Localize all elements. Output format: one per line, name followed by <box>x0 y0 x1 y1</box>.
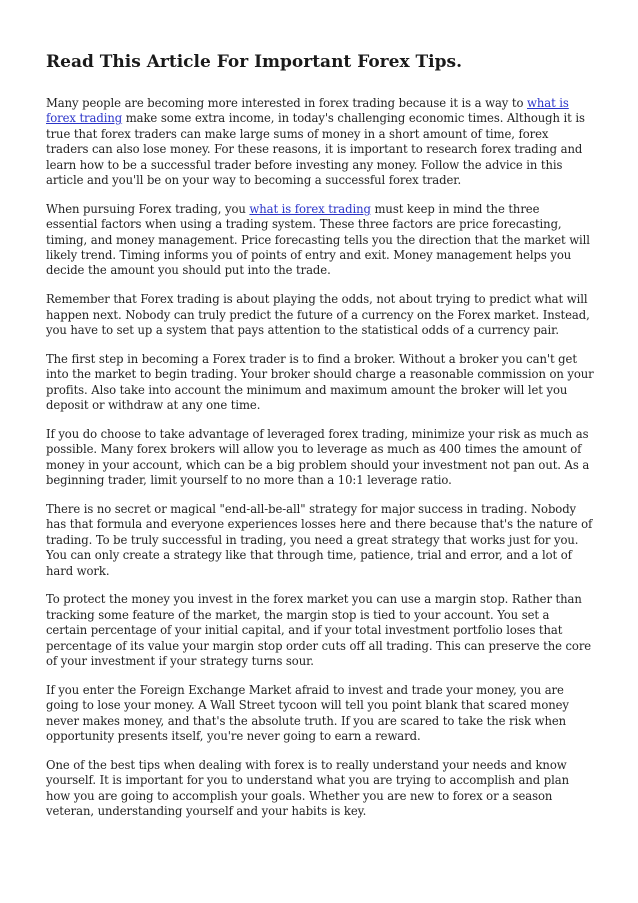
article <box>46 50 594 833</box>
paragraph-3: Remember that Forex trading is about playing the odds, not about trying to predict what will happen next. Nobody can truly predict the future of a currency on the Forex market. Instead, you have to set up a system that pays attention to the statistical odds of a currency pair. <box>46 292 590 338</box>
paragraph-4: The first step in becoming a Forex trader is to find a broker. Without a broker you can't get into the market to begin trading. Your broker should charge a reasonable commission on your profits. Also take into account the minimum and maximum amount the broker will let you deposit or withdraw at any one time. <box>46 351 594 413</box>
paragraph-1 <box>46 96 594 188</box>
paragraph-8: If you enter the Foreign Exchange Market afraid to invest and trade your money, you are going to lose your money. A Wall Street tycoon will tell you point blank that scared money never makes money, and that's the absolute truth. If you are scared to take the risk when opportunity presents itself, you're never going to earn a reward. <box>46 682 569 743</box>
article-title: Read This Article For Important Forex Tips. <box>46 52 462 72</box>
paragraph-7: To protect the money you invest in the forex market you can use a margin stop. Rather than tracking some feature of the market, the margin stop is tied to your account. You set a certain percentage of your initial capital, and if your total investment portfolio loses that percentage of its value your margin stop order cuts off all trading. This can preserve the core of your investment if your strategy turns sour. <box>46 592 592 668</box>
paragraph-6: There is no secret or magical "end-all-be-all" strategy for major success in trading. Nobody has that formula and everyone experiences losses here and there because that's the nature of trading. To be truly successful in trading, you need a great strategy that works just for you. You can only create a strategy like that through time, patience, trial and error, and a lot of hard work. <box>46 501 593 578</box>
paragraph-5: If you do choose to take advantage of leveraged forex trading, minimize your risk as much as possible. Many forex brokers will allow you to leverage as much as 400 times the amount of money in your account, which can be a big problem should your investment not pan out. As a beginning trader, limit yourself to no more than a 10:1 leverage ratio. <box>46 426 590 488</box>
paragraph-1-text-before: Many people are becoming more interested in forex trading because it is a way to <box>46 96 527 110</box>
paragraph-2 <box>46 202 594 279</box>
paragraph-1-text-after: make some extra income, in today's challenging economic times. Although it is true that forex traders can make large sums of money in a short amount of time, forex traders can also lose money. For these reasons, it is important to research forex trading and learn how to be a successful trader before investing any money. Follow the advice in this article and you'll be on your way to becoming a successful forex trader. <box>46 111 585 188</box>
paragraph-2-text-after: must keep in mind the three essential factors when using a trading system. These three factors are price forecasting, timing, and money management. Price forecasting tells you the direction that the market will likely trend. Timing informs you of points of entry and exit. Money management helps you decide the amount you should put into the trade. <box>46 201 590 278</box>
paragraph-9: One of the best tips when dealing with forex is to really understand your needs and know yourself. It is important for you to understand what you are trying to accomplish and plan how you are going to accomplish your goals. Whether you are new to forex or a season veteran, understanding yourself and your habits is key. <box>46 757 569 818</box>
forex-trading-link-1[interactable]: what is forex trading <box>46 96 569 126</box>
paragraph-2-text-before: When pursuing Forex trading, you <box>46 201 250 216</box>
forex-trading-link-2[interactable]: what is forex trading <box>249 201 371 216</box>
